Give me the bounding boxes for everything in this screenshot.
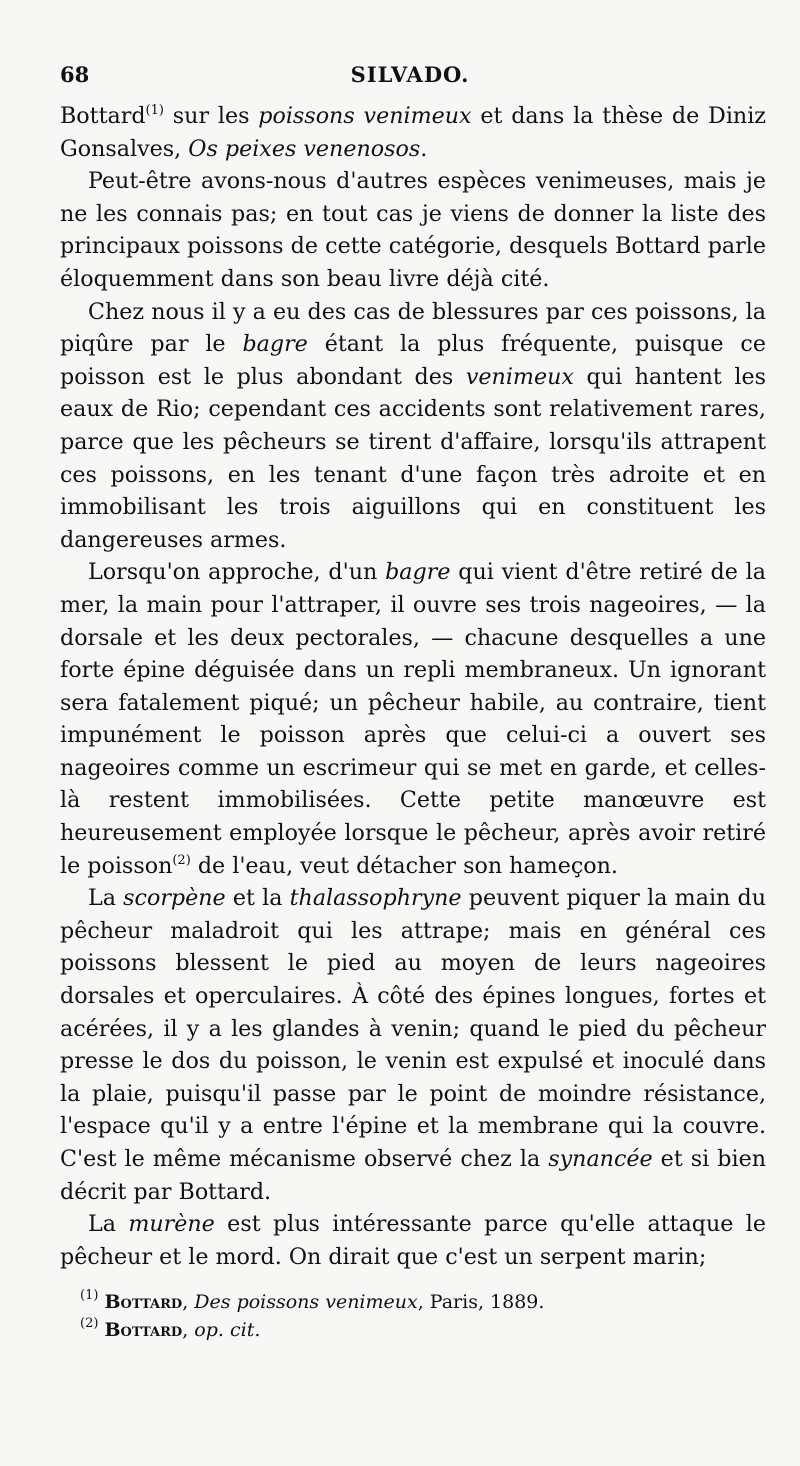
footnote-2 — [80, 1316, 760, 1344]
italic-term: scorpène — [123, 885, 226, 912]
italic-term: synancée — [548, 1146, 653, 1172]
page-number: 68 — [60, 62, 90, 87]
italic-term: thalassophryne — [289, 885, 462, 912]
text-span: de l'eau, veut détacher son hameçon. — [190, 852, 618, 879]
footnote-title: op. cit. — [194, 1319, 261, 1341]
text-span: qui hantent les eaux de Rio; cependant ces accidents sont relativement rares, parce que les pêcheurs se tirent d'affaire, lorsqu'ils attrapent ces poissons, en les tenant d'une façon très adroite et en immobilisant les trois aiguillons qui en constituent les dangereuses armes. — [60, 363, 767, 553]
footnote-details: , Paris, 1889. — [417, 1291, 545, 1313]
paragraph-6 — [60, 1208, 766, 1273]
text-span: La — [88, 1211, 129, 1238]
text-span: Bottard — [60, 103, 146, 129]
paragraph-1 — [60, 100, 766, 165]
paragraph-2: Peut-être avons-nous d'autres espèces venimeuses, mais je ne les connais pas; en tout cas je viens de donner la liste des principaux poissons de cette catégorie, desquels Bottard parle éloquemment dans son beau livre déjà cité. — [60, 168, 766, 292]
footnote-marker: (1) — [80, 1288, 99, 1303]
text-span: peuvent piquer la main du pêcheur maladroit qui les attrape; mais en général ces poissons blessent le pied au moyen de leurs nageoires dorsales et operculaires. À côté des épines longues, fortes et acérées, il y a les glandes à venin; quand le pied du pêcheur presse le dos du poisson, le venin est expulsé et inoculé dans la plaie, puisqu'il passe par le point de moindre résistance, l'espace qu'il y a entre l'épine et la membrane qui la couvre. C'est le même mécanisme observé chez la — [60, 885, 767, 1172]
page-header — [60, 62, 760, 92]
text-span: Chez nous il y a eu des cas de blessures par ces poissons, la piqûre par le — [60, 298, 766, 358]
footnote-title: Des poissons venimeux — [194, 1291, 418, 1313]
italic-term: murène — [128, 1211, 215, 1238]
footnote-reference: (1) — [145, 103, 164, 118]
text-span: . — [420, 135, 428, 162]
text-span: Lorsqu'on approche, d'un — [88, 559, 386, 586]
text-span: sur les — [163, 103, 259, 129]
running-title: SILVADO. — [350, 62, 470, 87]
footnote-separator: , — [182, 1291, 195, 1313]
body-text — [60, 100, 766, 1273]
footnote-author: Bottard — [104, 1319, 183, 1341]
italic-title: Os peixes venenosos — [188, 135, 421, 162]
italic-term: venimeux — [465, 363, 574, 390]
paragraph-5 — [60, 882, 766, 1208]
text-span: est plus intéressante parce qu'elle attaque le pêcheur et le mord. On dirait que c'est un serpent marin; — [60, 1211, 767, 1270]
italic-term: bagre — [385, 559, 451, 586]
text-span: et si bien décrit par Bottard. — [60, 1146, 766, 1205]
text-span: qui vient d'être retiré de la mer, la main pour l'attraper, il ouvre ses trois nageoires, — la dorsale et les deux pectorales, — chacune desquelles a une forte épine déguisée dans un repli membraneux. Un ignorant sera fatalement piqué; un pêcheur habile, au contraire, tient impunément le poisson après que celui-ci a ouvert ses nageoires comme un escrimeur qui se met en garde, et celles-là restent immobilisées. Cette petite manœuvre est heureusement employée lorsque le pêcheur, après avoir retiré le poisson — [60, 559, 766, 879]
italic-term: bagre — [242, 331, 308, 358]
footnote-marker: (2) — [80, 1316, 99, 1331]
footnote-1 — [80, 1288, 760, 1316]
footnote-reference: (2) — [172, 852, 191, 868]
paragraph-4 — [60, 556, 766, 882]
footnote-separator: , — [182, 1319, 195, 1341]
text-span: étant la plus fréquente, puisque ce poisson est le plus abondant des — [60, 331, 766, 390]
footnote-author: Bottard — [104, 1291, 183, 1313]
footnotes — [80, 1288, 760, 1344]
text-span: et dans la thèse de Diniz Gonsalves, — [60, 103, 766, 162]
text-span: La — [88, 885, 124, 912]
italic-title: poissons venimeux — [258, 103, 472, 129]
paragraph-3 — [60, 296, 766, 557]
text-span: et la — [225, 885, 290, 912]
